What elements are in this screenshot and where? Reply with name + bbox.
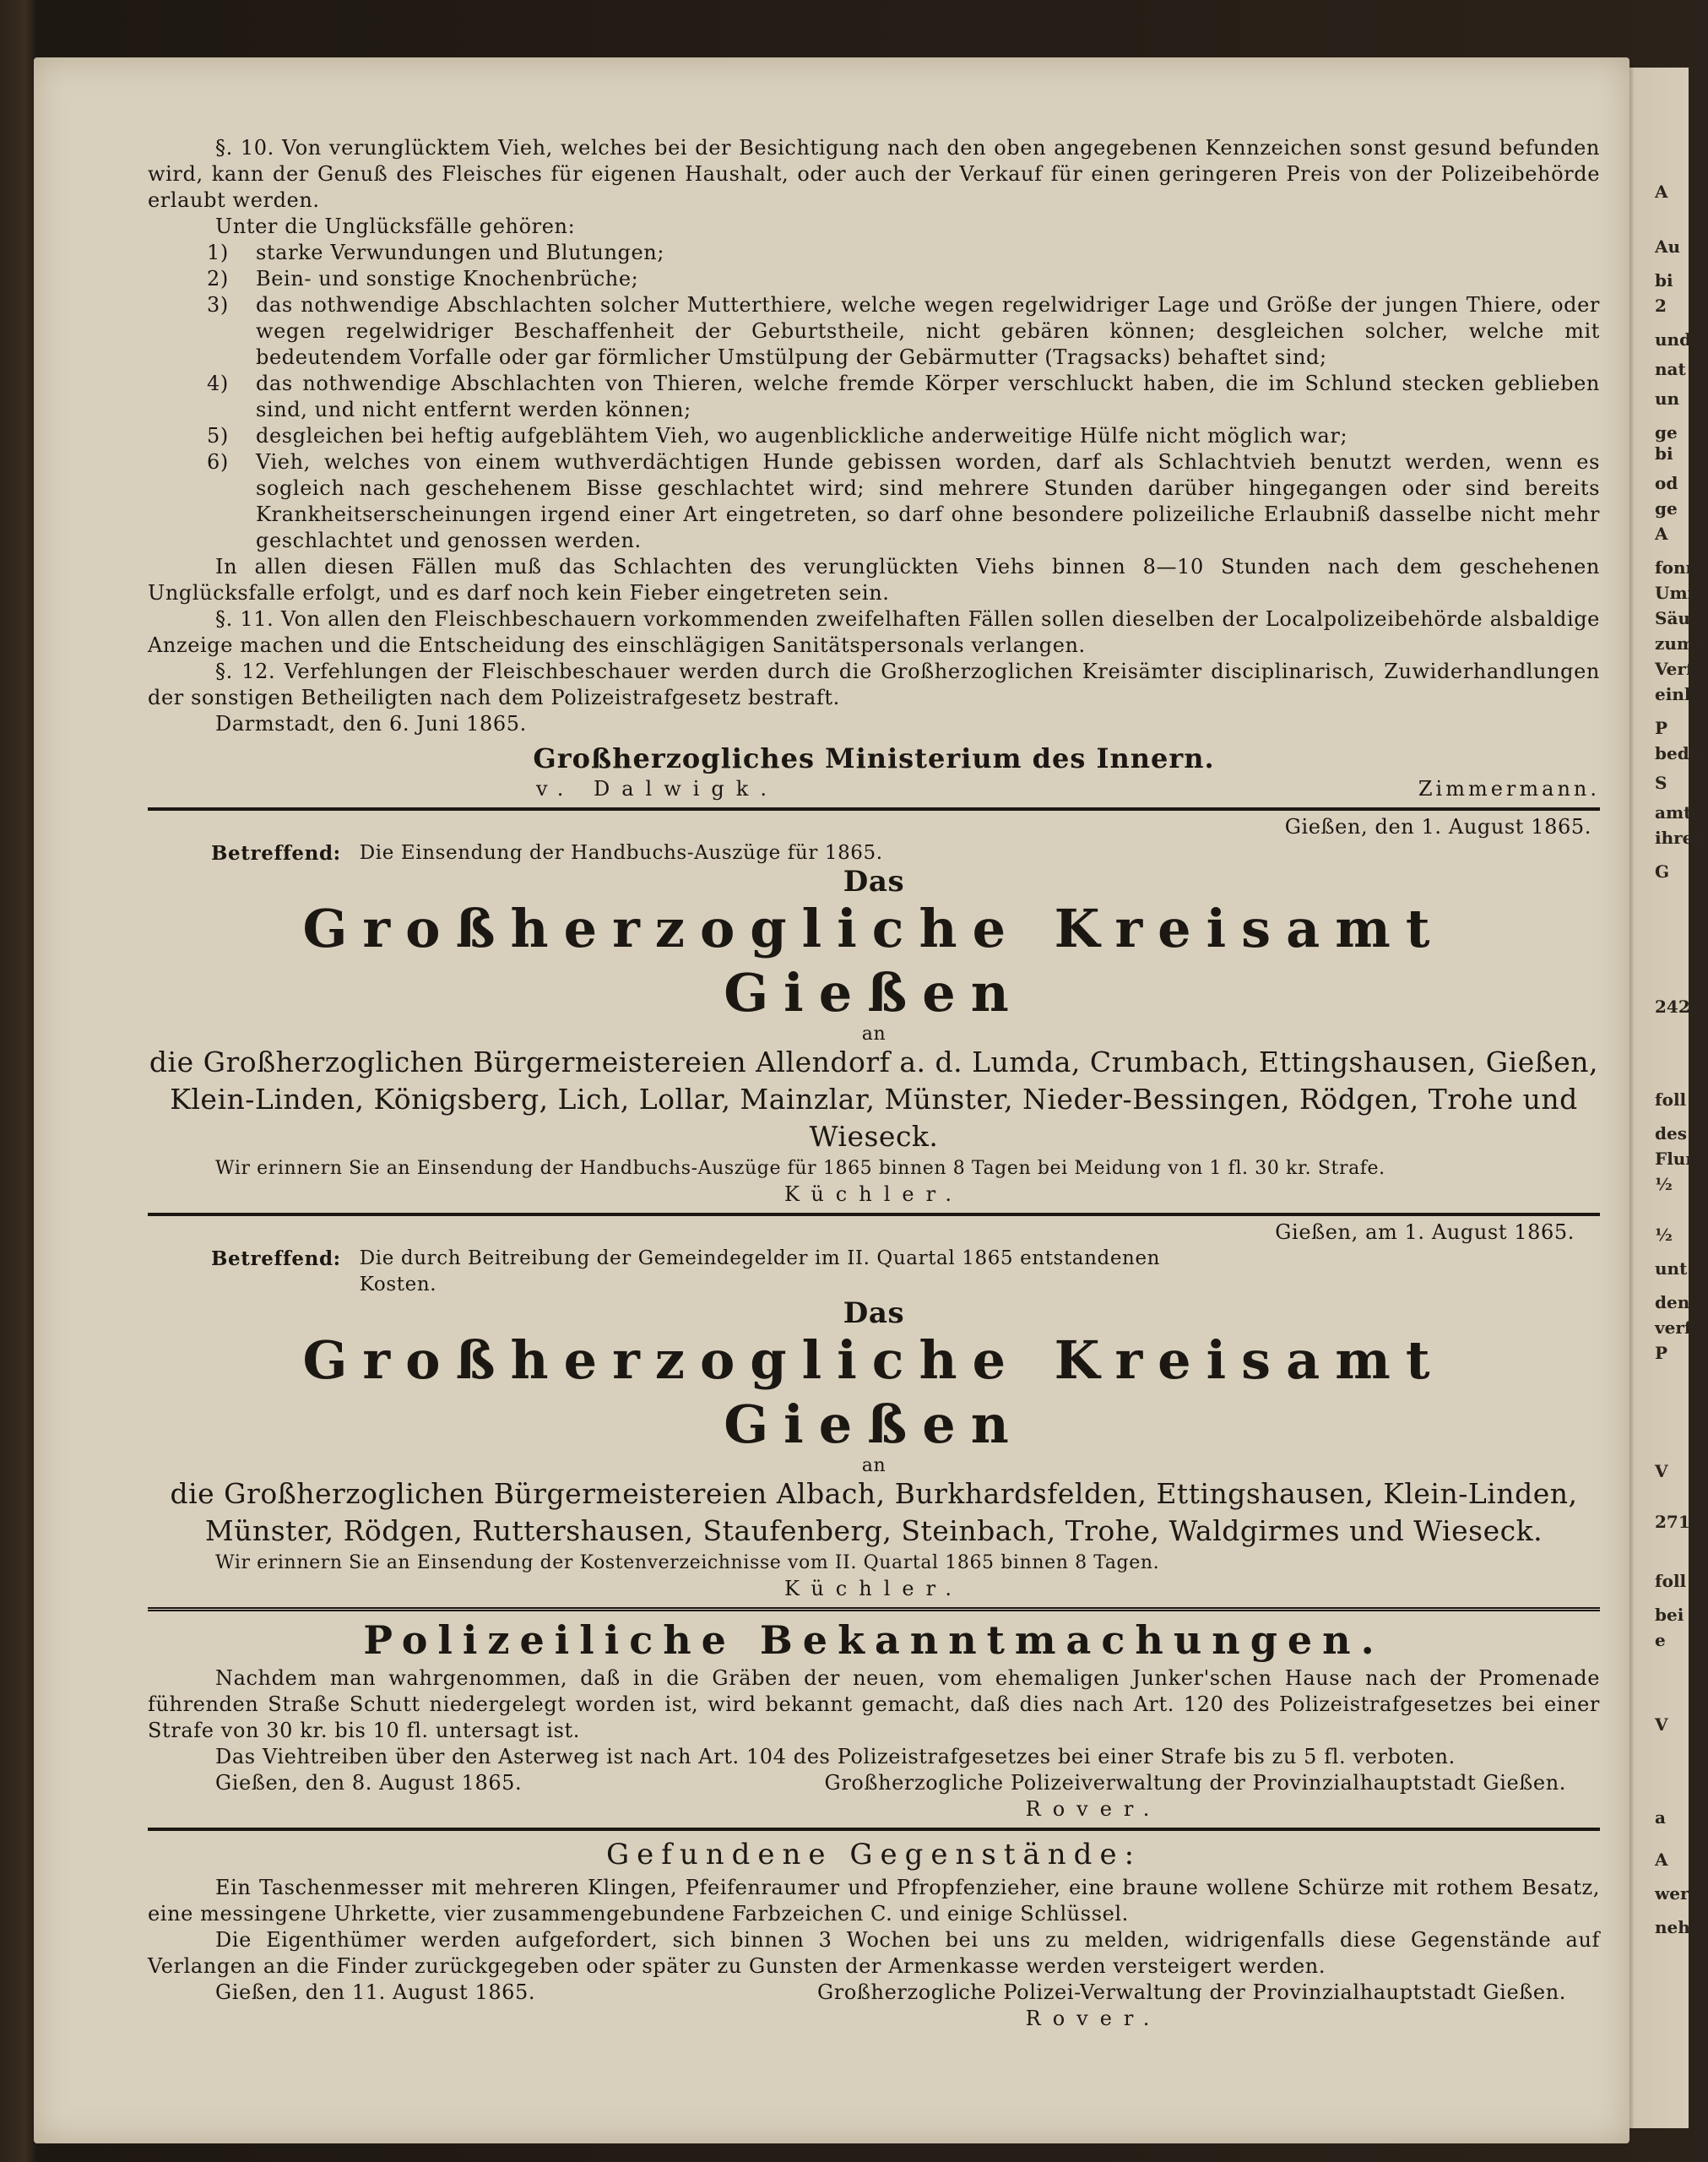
facing-page-fragment: a <box>1655 1807 1666 1828</box>
kreisamt-title: Großherzogliche Kreisamt Gießen <box>302 898 1445 1024</box>
page-content <box>148 135 1600 2078</box>
section-title: Gefundene Gegenstände: <box>605 1838 1142 1871</box>
facing-page-fragment: ge <box>1655 498 1678 519</box>
betreffend-label: Betreffend: <box>211 842 341 865</box>
notice-date: Gießen, den 11. August 1865. <box>215 1980 536 2004</box>
facing-page-fragment: ½ <box>1655 1225 1673 1245</box>
list-item: 2) Bein- und sonstige Knochenbrüche; <box>207 267 639 291</box>
facing-page-fragment: e <box>1655 1630 1666 1650</box>
facing-page-fragment: des <box>1655 1123 1687 1143</box>
list-item: 1) starke Verwundungen und Blutungen; <box>207 241 665 264</box>
facing-page-fragment: fonn <box>1655 557 1699 578</box>
facing-page-fragment: und <box>1655 329 1692 350</box>
addressees: die Großherzoglichen Bürgermeistereien Albach, Burkhardsfelden, Ettingshausen, Klein-Linden, Münster, Rödgen, Ruttershausen, Staufenberg, Steinbach, Trohe, Waldgirmes und Wieseck. <box>170 1477 1578 1547</box>
kreisamt-title: Großherzogliche Kreisamt Gießen <box>302 1329 1445 1455</box>
facing-page-fragment: foll <box>1655 1089 1687 1110</box>
addressees: die Großherzoglichen Bürgermeistereien Allendorf a. d. Lumda, Crumbach, Ettingshausen, Gießen, Klein-Linden, Königsberg, Lich, Lollar, Mainzlar, Münster, Nieder-Bessingen, Rödgen, Trohe und Wieseck. <box>149 1046 1599 1153</box>
issuing-authority: Großherzogliche Polizeiverwaltung der Provinzialhauptstadt Gießen. <box>824 1771 1566 1795</box>
facing-page-fragment: P <box>1655 1343 1668 1363</box>
cattle-driving-notice: Das Viehtreiben über den Asterweg ist nach Art. 104 des Polizeistrafgesetzes bei einer Strafe bis zu 5 fl. verboten. <box>215 1745 1456 1768</box>
facing-page-fragment: bi <box>1655 443 1673 464</box>
facing-page-fragment: Verf <box>1655 659 1694 679</box>
slaughter-deadline: In allen diesen Fällen muß das Schlachten des verunglückten Viehs binnen 8—10 Stunden nach dem geschehenen Unglücksfalle erfolgt, und es darf noch kein Fieber eingetreten sein. <box>148 555 1600 605</box>
facing-page-fragment: A <box>1655 1850 1668 1870</box>
accident-cases-list <box>148 240 1600 554</box>
signature-kuechler: Küchler. <box>784 1577 964 1600</box>
facing-page-fragment: Au <box>1655 236 1681 257</box>
betreffend-line <box>148 840 1600 866</box>
das-heading: Das <box>843 1296 905 1330</box>
paragraph-12: §. 12. Verfehlungen der Fleischbeschauer werden durch die Großherzoglichen Kreisämter disciplinarisch, Zuwiderhandlungen der sonstigen Betheiligten nach dem Polizeistrafgesetz bestraft. <box>148 660 1600 709</box>
paragraph-11: §. 11. Von allen den Fleischbeschauern vorkommenden zweifelhaften Fällen sollen dieselben der Localpolizeibehörde alsbaldige Anzeige machen und die Entscheidung des einschlägigen Sanitätspersonals verlangen. <box>148 607 1600 657</box>
facing-page-fragment: S <box>1655 773 1667 793</box>
notice-body: Wir erinnern Sie an Einsendung der Handbuchs-Auszüge für 1865 binnen 8 Tagen bei Meidung von 1 fl. 30 kr. Strafe. <box>215 1158 1385 1179</box>
das-heading: Das <box>843 865 905 899</box>
facing-page-fragment: Umf <box>1655 583 1695 603</box>
facing-page-fragment: wer <box>1655 1883 1689 1904</box>
owners-request: Die Eigenthümer werden aufgefordert, sich binnen 3 Wochen bei uns zu melden, widrigenfalls diese Gegenstände auf Verlangen an die Finder zurückgegeben oder später zu Gunsten der Armenkasse werden versteigert werden. <box>148 1928 1600 1978</box>
an-word: an <box>861 1024 887 1045</box>
found-items-description: Ein Taschenmesser mit mehreren Klingen, Pfeifenraumer und Pfropfenzieher, eine braune wollene Schürze mit rothem Besatz, eine messingene Uhrkette, vier zusammengebundene Farbzeichen C. und einige Schlüssel. <box>148 1876 1600 1926</box>
ordinance-continuation <box>148 135 1600 802</box>
signature-zimmermann: Zimmermann. <box>1418 777 1600 801</box>
police-announcements <box>148 1615 1600 1822</box>
found-objects <box>148 1834 1600 2032</box>
facing-page-fragment: bi <box>1655 270 1673 291</box>
facing-page-fragment: foll <box>1655 1571 1687 1591</box>
facing-page-fragment: ihren <box>1655 828 1705 848</box>
section-title: Polizeiliche Bekanntmachungen. <box>363 1617 1385 1663</box>
ministry-name: Großherzogliches Ministerium des Innern. <box>533 742 1215 774</box>
facing-page-fragment: neh <box>1655 1917 1690 1937</box>
signature-kuechler: Küchler. <box>784 1182 964 1206</box>
facing-page-fragment: bedin <box>1655 743 1708 763</box>
authority-line <box>148 1770 1600 1796</box>
rubble-notice: Nachdem man wahrgenommen, daß in die Gräben der neuen, vom ehemaligen Junker'schen Hause nach der Promenade führenden Straße Schutt niedergelegt worden ist, wird bekannt gemacht, daß dies nach Art. 120 des Polizeistrafgesetzes bei einer Strafe von 30 kr. bis 10 fl. untersagt ist. <box>148 1666 1600 1742</box>
facing-page-fragment: G <box>1655 861 1670 882</box>
facing-page-fragment: einlö <box>1655 684 1702 704</box>
list-item: 3) das nothwendige Abschlachten solcher Mutterthiere, welche wegen regelwidriger Lage und Größe der jungen Thiere, oder wegen regelwidriger Beschaffenheit der Geburtstheile, nicht gebären können; desgleichen solcher, welche mit bedeutendem Vorfalle oder gar förmlicher Umstülpung der Gebärmutter (Tragsacks) behaftet sind; <box>207 293 1600 369</box>
divider <box>148 807 1600 811</box>
betreffend-text: Die Einsendung der Handbuchs-Auszüge für 1865. <box>359 842 883 864</box>
facing-page-fragment: 271 <box>1655 1512 1690 1532</box>
facing-page-fragment: nat <box>1655 359 1686 379</box>
facing-page-fragment: A <box>1655 524 1668 544</box>
signature-dalwigk: v. Dalwigk. <box>536 777 778 801</box>
list-item: 5) desgleichen bei heftig aufgeblähtem Vieh, wo augenblickliche anderweitige Hülfe nicht möglich war; <box>207 424 1348 448</box>
betreffend-text: Die durch Beitreibung der Gemeindegelder im II. Quartal 1865 entstandenen Kosten. <box>359 1247 1161 1296</box>
list-item: 4) das nothwendige Abschlachten von Thieren, welche fremde Körper verschluckt haben, die im Schlund stecken geblieben sind, und nicht entfernt werden können; <box>207 372 1600 421</box>
signature-rover: Rover. <box>1025 1797 1162 1821</box>
an-word: an <box>861 1455 887 1476</box>
facing-page-fragment: bei <box>1655 1605 1684 1625</box>
signature-rover: Rover. <box>1025 2007 1162 2030</box>
facing-page-fragment: zume <box>1655 633 1705 654</box>
facing-page-fragment: ge <box>1655 422 1678 443</box>
list-item: 6) Vieh, welches von einem wuthverdächtigen Hunde gebissen worden, darf als Schlachtvieh benutzt werden, wenn es sogleich nach geschehenem Bisse geschlachtet wird; sind mehrere Stunden darüber hingegangen oder sind bereits Krankheitserscheinungen irgend einer Art eingetreten, so darf ohne besondere polizeiliche Erlaubniß dasselbe nicht mehr geschlachtet und genossen werden. <box>207 450 1600 552</box>
ordinance-date: Darmstadt, den 6. Juni 1865. <box>215 712 527 736</box>
notice-collection-costs <box>148 1220 1600 1602</box>
issuing-authority: Großherzogliche Polizei-Verwaltung der Provinzialhauptstadt Gießen. <box>817 1980 1566 2004</box>
betreffend-line <box>148 1246 1241 1298</box>
facing-page-fragment: amte <box>1655 802 1703 823</box>
facing-page-fragment: unt <box>1655 1258 1688 1279</box>
facing-page-fragment: P <box>1655 718 1668 738</box>
betreffend-label: Betreffend: <box>211 1247 341 1270</box>
facing-page-fragment: Säu <box>1655 608 1690 628</box>
divider <box>148 1828 1600 1831</box>
double-divider <box>148 1607 1600 1611</box>
notice-date: Gießen, den 1. August 1865. <box>1284 815 1591 839</box>
facing-page-fragments <box>1636 0 1708 2162</box>
signature-line <box>148 776 1600 802</box>
notice-date: Gießen, den 8. August 1865. <box>215 1771 523 1795</box>
facing-page-fragment: A <box>1655 182 1668 202</box>
authority-line <box>148 1980 1600 2006</box>
facing-page-fragment: den <box>1655 1292 1690 1312</box>
divider <box>148 1213 1600 1216</box>
accident-cases-intro: Unter die Unglücksfälle gehören: <box>215 215 576 238</box>
facing-page-fragment: verf <box>1655 1317 1692 1338</box>
facing-page-fragment: od <box>1655 473 1678 493</box>
facing-page-fragment: V <box>1655 1461 1668 1481</box>
facing-page-fragment: Flur <box>1655 1149 1694 1169</box>
paragraph-10: §. 10. Von verunglücktem Vieh, welches bei der Besichtigung nach den oben angegebenen Kennzeichen sonst gesund befunden wird, kann der Genuß des Fleisches für eigenen Haushalt, oder auch der Verkauf für einen geringeren Preis von der Polizeibehörde erlaubt werden. <box>148 136 1600 212</box>
facing-page-fragment: ½ <box>1655 1174 1673 1194</box>
notice-handbook-extracts <box>148 814 1600 1208</box>
notice-body: Wir erinnern Sie an Einsendung der Kostenverzeichnisse vom II. Quartal 1865 binnen 8 Tagen. <box>215 1552 1160 1573</box>
facing-page-fragment: V <box>1655 1714 1668 1735</box>
facing-page-fragment: 2426 <box>1655 997 1702 1017</box>
facing-page-fragment: 2 <box>1655 296 1667 316</box>
notice-date: Gießen, am 1. August 1865. <box>1275 1220 1575 1244</box>
facing-page-fragment: un <box>1655 388 1680 409</box>
